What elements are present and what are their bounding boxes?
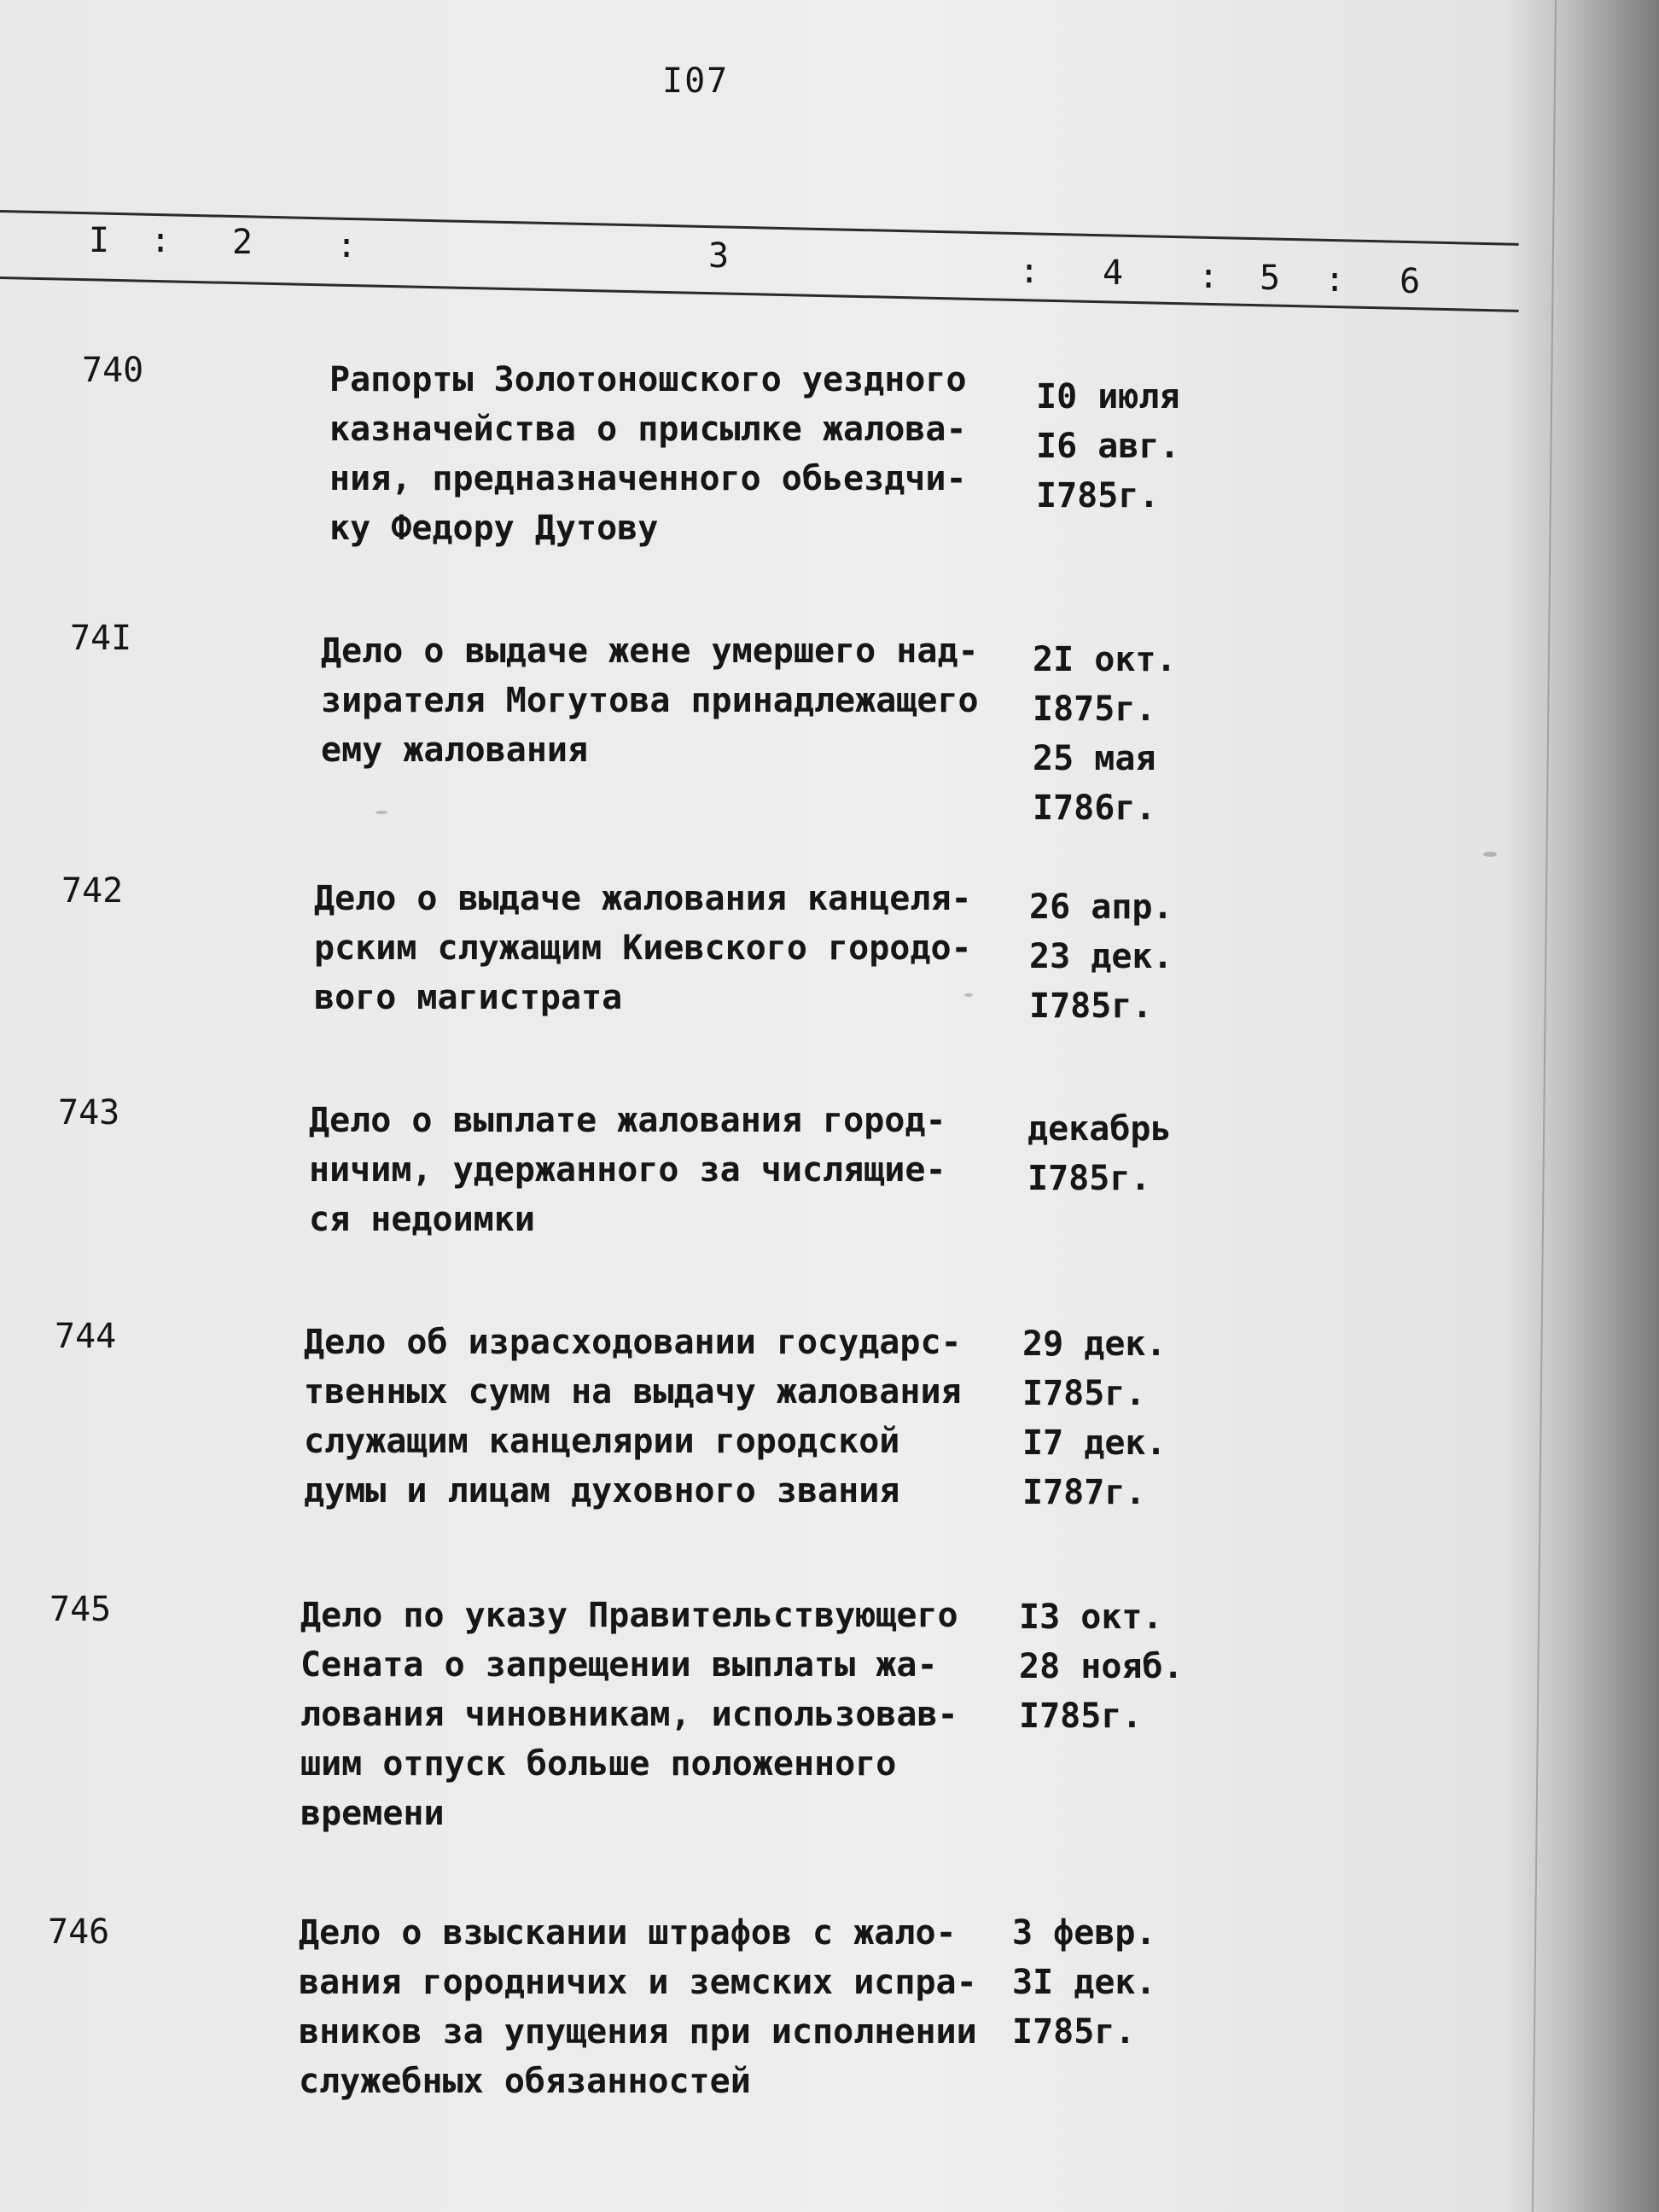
record-number: 744	[55, 1317, 117, 1356]
description-line: Дело об израсходовании государс-	[304, 1323, 962, 1362]
record-dates	[1027, 1104, 1172, 1203]
description-line: служебных обязанностей	[299, 2062, 751, 2101]
date-line: I6 авг.	[1036, 427, 1180, 466]
date-line: 26 апр.	[1029, 888, 1173, 927]
record-number: 743	[58, 1093, 120, 1132]
description-line: ку Федору Дутову	[329, 509, 659, 548]
description-line: Сената о запрещении выплаты жа-	[300, 1645, 938, 1685]
description-line: Дело о выдаче жене умершего над-	[321, 632, 979, 671]
date-line: 3 февр.	[1012, 1913, 1156, 1953]
column-header-4: 4	[1103, 253, 1124, 293]
description-line: Дело о взыскании штрафов с жало-	[299, 1913, 957, 1953]
record-description	[304, 1318, 962, 1516]
table-header-bottom-rule	[0, 276, 1519, 312]
date-line: I785г.	[1019, 1697, 1143, 1736]
description-line: служащим канцелярии городской	[304, 1422, 900, 1461]
record-description	[309, 1096, 946, 1244]
description-line: зирателя Могутова принадлежащего	[321, 681, 979, 720]
date-line: I785г.	[1012, 2012, 1136, 2052]
description-line: Дело по указу Правительствующего	[300, 1596, 958, 1635]
date-line: I787г.	[1022, 1473, 1146, 1512]
record-description	[314, 874, 972, 1022]
description-line: ничим, удержанного за числящие-	[309, 1150, 946, 1190]
date-line: 28 нояб.	[1019, 1647, 1184, 1686]
date-line: I785г.	[1027, 1159, 1151, 1198]
column-separator-2: :	[336, 226, 358, 265]
description-line: Рапорты Золотоношского уездного	[329, 360, 967, 399]
page-number: I07	[662, 61, 730, 101]
paper-smudge	[1483, 852, 1497, 857]
record-description	[300, 1591, 958, 1838]
date-line: I875г.	[1033, 690, 1156, 729]
record-dates	[1036, 372, 1180, 521]
paper-smudge	[964, 993, 973, 997]
paper-smudge	[375, 811, 387, 814]
column-separator-3: :	[1019, 252, 1040, 291]
column-header-1: I	[89, 221, 110, 260]
record-number: 745	[49, 1590, 112, 1629]
record-description	[329, 355, 967, 553]
record-dates	[1019, 1592, 1184, 1741]
record-dates	[1029, 882, 1173, 1031]
record-number: 746	[48, 1912, 110, 1952]
column-header-3: 3	[708, 236, 730, 276]
column-separator-5: :	[1324, 260, 1346, 300]
description-line: Дело о выплате жалования город-	[309, 1101, 946, 1140]
table-header-top-rule	[0, 210, 1519, 246]
date-line: I7 дек.	[1022, 1423, 1167, 1463]
record-dates	[1012, 1908, 1156, 2057]
date-line: I3 окт.	[1019, 1598, 1163, 1637]
date-line: I785г.	[1022, 1374, 1146, 1413]
record-dates	[1033, 635, 1177, 833]
date-line: I785г.	[1036, 476, 1160, 515]
record-description	[299, 1908, 977, 2106]
description-line: вого магистрата	[314, 978, 623, 1017]
date-line: I785г.	[1029, 987, 1153, 1026]
description-line: вников за упущения при исполнении	[299, 2012, 977, 2052]
record-description	[321, 626, 979, 775]
date-line: 25 мая	[1033, 739, 1156, 778]
column-header-6: 6	[1400, 262, 1421, 301]
record-dates	[1022, 1319, 1167, 1517]
record-number: 74I	[70, 619, 132, 658]
column-header-2: 2	[232, 223, 253, 262]
date-line: I0 июля	[1036, 377, 1180, 416]
description-line: думы и лицам духовного звания	[304, 1471, 900, 1511]
description-line: твенных сумм на выдачу жалования	[304, 1372, 962, 1412]
date-line: 2I окт.	[1033, 640, 1177, 679]
description-line: Дело о выдаче жалования канцеля-	[314, 879, 972, 918]
description-line: лования чиновникам, использовав-	[300, 1695, 958, 1734]
date-line: декабрь	[1027, 1109, 1172, 1149]
description-line: шим отпуск больше положенного	[300, 1744, 897, 1784]
date-line: 3I дек.	[1012, 1963, 1156, 2002]
record-number: 740	[82, 351, 144, 390]
date-line: 29 дек.	[1022, 1324, 1167, 1364]
column-header-5: 5	[1260, 259, 1281, 298]
column-separator-4: :	[1198, 257, 1220, 296]
column-separator-1: :	[150, 221, 172, 260]
date-line: 23 дек.	[1029, 937, 1173, 976]
date-line: I786г.	[1033, 789, 1156, 828]
description-line: рским служащим Киевского городо-	[314, 928, 972, 968]
description-line: ему жалования	[321, 731, 589, 770]
description-line: ния, предназначенного обьездчи-	[329, 459, 967, 498]
description-line: вания городничих и земских испра-	[299, 1963, 977, 2002]
description-line: ся недоимки	[309, 1200, 535, 1239]
description-line: казначейства о присылке жалова-	[329, 410, 967, 449]
description-line: времени	[300, 1794, 445, 1833]
record-number: 742	[61, 871, 124, 911]
page-edge-shadow	[1505, 0, 1659, 2212]
